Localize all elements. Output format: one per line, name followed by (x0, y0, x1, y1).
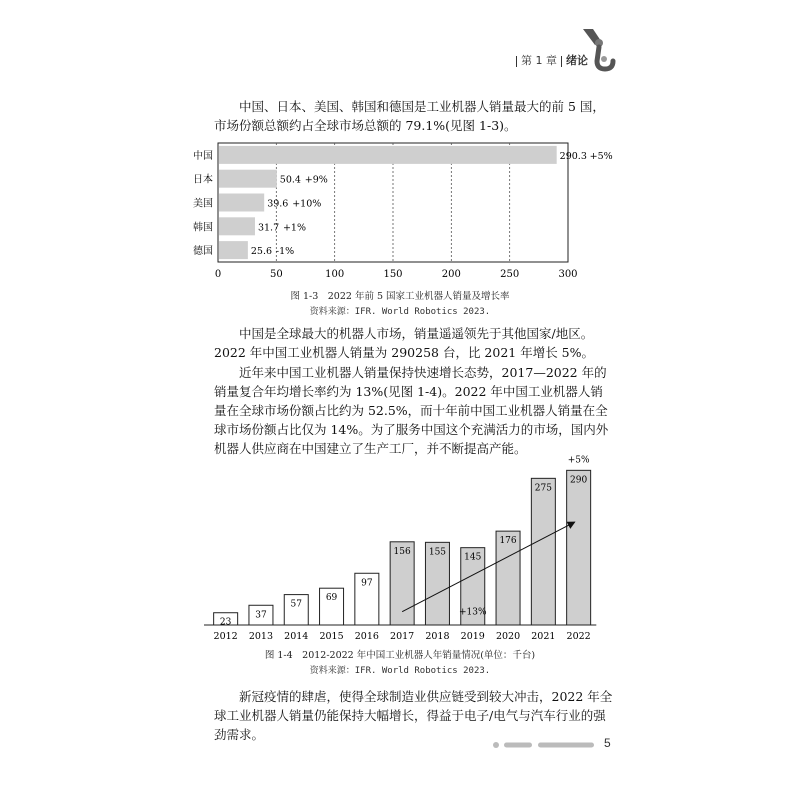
value-label: 69 (325, 593, 338, 604)
paragraph: 中国是全球最大的机器人市场，销量遥遥领先于其他国家/地区。2022 年中国工业机器人销量为 290258 台，比 2021 年增长 5%。 (214, 326, 595, 360)
value-label: 97 (361, 578, 373, 589)
category-label: 中国 (193, 150, 213, 162)
value-label: 155 (428, 547, 447, 558)
chapter-title: 绪论 (566, 54, 588, 67)
x-tick-label: 50 (269, 269, 283, 280)
x-tick-label: 150 (383, 269, 403, 280)
growth-label: +1% (282, 222, 307, 234)
growth-label: +9% (304, 174, 328, 186)
x-tick-label: 2016 (354, 631, 379, 642)
value-label: 57 (290, 599, 302, 610)
value-label: 23 (219, 617, 232, 628)
x-tick-label: 2012 (213, 631, 238, 642)
category-label: 韩国 (193, 222, 213, 234)
value-label: 37 (255, 610, 267, 621)
x-tick-label: 200 (441, 269, 461, 280)
x-tick-label: 2019 (460, 631, 485, 642)
figure-caption: 图 1-3 2022 年前 5 国家工业机器人销量及增长率 (290, 291, 510, 302)
value-label: 145 (464, 552, 482, 563)
value-label: 39.6 (267, 198, 289, 210)
x-tick-label: 0 (214, 269, 222, 280)
category-label: 美国 (193, 198, 213, 210)
x-tick-label: 2017 (390, 631, 415, 642)
bar (219, 217, 255, 235)
value-label: 290 (570, 475, 588, 486)
category-label: 德国 (193, 246, 213, 258)
growth-label: +10% (292, 198, 322, 210)
value-label: 275 (534, 483, 552, 494)
header-divider (561, 56, 562, 67)
category-label: 日本 (193, 174, 213, 186)
bar (219, 170, 277, 188)
figure-source: 资料来源：IFR. World Robotics 2023. (309, 666, 491, 676)
x-tick-label: 2013 (248, 631, 274, 642)
paragraph: 中国、日本、美国、韩国和德国是工业机器人销量最大的前 5 国，市场份额总额约占全球市场总额的 79.1%(见图 1-3)。 (214, 99, 605, 133)
paragraph: 新冠疫情的肆虐，使得全球制造业供应链受到较大冲击，2022 年全球工业机器人销量仍能保持大幅增长，得益于电子/电气与汽车行业的强劲需求。 (214, 689, 613, 742)
bar (219, 146, 557, 164)
x-tick-label: 2021 (531, 631, 556, 642)
x-tick-label: 2015 (319, 631, 344, 642)
vertical-bar-chart (200, 445, 600, 645)
x-tick-label: 2020 (495, 631, 521, 642)
paragraph: 近年来中国工业机器人销量保持快速增长态势，2017—2022 年的销量复合年均增长率约为 13%(见图 1-4)。2022 年中国工业机器人销量在全球市场份额占比约为 52.5%，而十年前中国工业机器人销量在全球市场份额占比仅为 14%。为了服务中国这个充满活力的市场，国内外机器人供应商在中国建立了生产工厂，并不断提高产能。 (214, 365, 609, 456)
chapter-number: 第 1 章 (521, 54, 557, 67)
value-label: 156 (393, 546, 411, 557)
x-tick-label: 2018 (425, 631, 450, 642)
page-number: 5 (604, 736, 611, 750)
bar (567, 470, 591, 625)
bar (219, 241, 248, 259)
header-divider (516, 56, 517, 67)
footer-decoration (492, 741, 598, 749)
bar (219, 194, 264, 212)
value-label: 290.3 (559, 150, 587, 162)
x-tick-label: 300 (558, 269, 578, 280)
figure-source: 资料来源：IFR. World Robotics 2023. (309, 307, 491, 317)
growth-label: +5% (589, 150, 613, 162)
cagr-label: +13% (458, 607, 487, 618)
chapter-header (512, 52, 588, 68)
x-tick-label: 100 (325, 269, 345, 280)
value-label: 176 (499, 536, 517, 547)
figure-caption: 图 1-4 2012-2022 年中国工业机器人年销量情况(单位：千台) (264, 650, 536, 661)
growth-label: -1% (275, 246, 295, 258)
value-label: 25.6 (250, 246, 273, 258)
value-label: 50.4 (279, 174, 301, 186)
horizontal-bar-chart (186, 140, 613, 286)
x-tick-label: 250 (500, 269, 520, 280)
bar (531, 478, 555, 625)
robot-arm-icon (579, 27, 617, 72)
growth-label: +5% (567, 455, 590, 466)
x-tick-label: 2014 (284, 631, 309, 642)
x-tick-label: 2022 (566, 631, 591, 642)
value-label: 31.7 (257, 222, 280, 234)
